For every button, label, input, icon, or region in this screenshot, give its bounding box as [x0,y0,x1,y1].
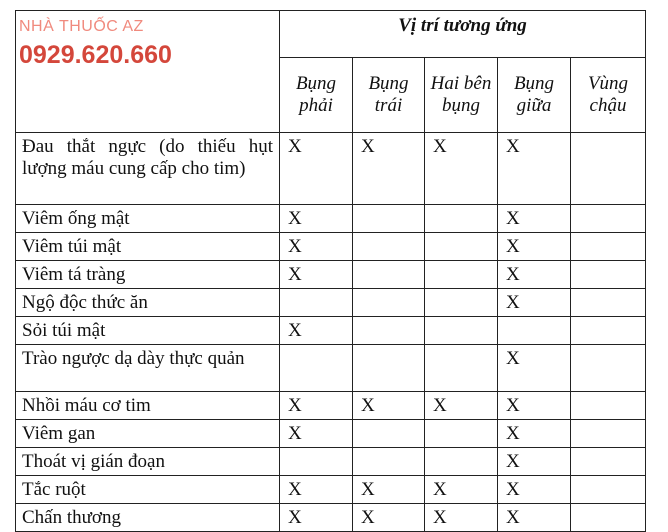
condition-name-cell: Viêm tá tràng [16,261,280,289]
location-mark-cell [571,420,646,448]
location-mark-cell [571,261,646,289]
watermark-phone: 0929.620.660 [19,41,172,69]
location-mark-cell [353,261,425,289]
location-mark-cell: X [280,261,353,289]
location-mark-cell [571,205,646,233]
condition-name-cell: Ngộ độc thức ăn [16,289,280,317]
location-mark-cell: X [498,504,571,532]
location-mark-cell: X [498,448,571,476]
location-mark-cell: X [280,504,353,532]
location-mark-cell: X [280,392,353,420]
column-header-mid-abdomen: Bụng giữa [498,58,571,133]
location-mark-cell: X [498,133,571,205]
symptom-location-table [15,10,646,532]
location-mark-cell [571,476,646,504]
location-mark-cell [571,448,646,476]
condition-name-cell: Thoát vị gián đoạn [16,448,280,476]
column-header-both-sides: Hai bên bụng [425,58,498,133]
location-mark-cell [571,504,646,532]
location-mark-cell: X [353,392,425,420]
table-row [16,317,646,345]
location-mark-cell: X [498,261,571,289]
location-mark-cell: X [353,476,425,504]
location-mark-cell: X [280,205,353,233]
condition-name-cell: Tắc ruột [16,476,280,504]
table-row [16,261,646,289]
location-mark-cell: X [498,476,571,504]
location-mark-cell [353,317,425,345]
location-mark-cell: X [425,476,498,504]
group-header-location: Vị trí tương ứng [280,11,646,58]
location-mark-cell [353,289,425,317]
condition-name-cell: Viêm ống mật [16,205,280,233]
table-row [16,392,646,420]
location-mark-cell [280,448,353,476]
location-mark-cell [571,289,646,317]
table-row [16,289,646,317]
location-mark-cell [280,289,353,317]
location-mark-cell: X [498,392,571,420]
location-mark-cell: X [280,233,353,261]
location-mark-cell [353,233,425,261]
condition-name-cell: Sỏi túi mật [16,317,280,345]
table-row [16,205,646,233]
column-header-left-abdomen: Bụng trái [353,58,425,133]
location-mark-cell: X [280,317,353,345]
table-body [16,133,646,532]
location-mark-cell [571,392,646,420]
location-mark-cell: X [498,345,571,392]
table-wrapper [15,10,646,532]
location-mark-cell [353,345,425,392]
location-mark-cell [425,317,498,345]
location-mark-cell: X [280,133,353,205]
location-mark-cell [571,345,646,392]
location-mark-cell [571,317,646,345]
location-mark-cell: X [280,476,353,504]
condition-name-cell: Chấn thương [16,504,280,532]
location-mark-cell [425,448,498,476]
location-mark-cell [425,233,498,261]
condition-name-cell: Đau thắt ngực (do thiếu hụt lượng máu cung cấp cho tim) [16,133,280,205]
location-mark-cell: X [498,233,571,261]
location-mark-cell [353,205,425,233]
location-mark-cell [425,345,498,392]
location-mark-cell: X [498,289,571,317]
location-mark-cell: X [425,504,498,532]
location-mark-cell [425,261,498,289]
location-mark-cell: X [353,133,425,205]
condition-name-cell: Viêm gan [16,420,280,448]
header-condition-cell [16,11,280,133]
watermark-brand-name: NHÀ THUỐC AZ [19,18,144,35]
location-mark-cell: X [425,392,498,420]
table-row [16,504,646,532]
location-mark-cell [425,289,498,317]
location-mark-cell [498,317,571,345]
location-mark-cell [571,233,646,261]
location-mark-cell: X [280,420,353,448]
column-header-right-abdomen: Bụng phải [280,58,353,133]
location-mark-cell: X [353,504,425,532]
condition-name-cell: Trào ngược dạ dày thực quản [16,345,280,392]
location-mark-cell [425,205,498,233]
location-mark-cell [425,420,498,448]
location-mark-cell [571,133,646,205]
location-mark-cell [353,448,425,476]
location-mark-cell: X [498,420,571,448]
table-row [16,448,646,476]
table-row [16,420,646,448]
condition-name-cell: Viêm túi mật [16,233,280,261]
location-mark-cell: X [425,133,498,205]
location-mark-cell: X [498,205,571,233]
table-row [16,133,646,205]
location-mark-cell [353,420,425,448]
condition-name-cell: Nhồi máu cơ tim [16,392,280,420]
column-header-pelvic-region: Vùng chậu [571,58,646,133]
location-mark-cell [280,345,353,392]
table-row [16,476,646,504]
table-row [16,233,646,261]
table-row [16,345,646,392]
